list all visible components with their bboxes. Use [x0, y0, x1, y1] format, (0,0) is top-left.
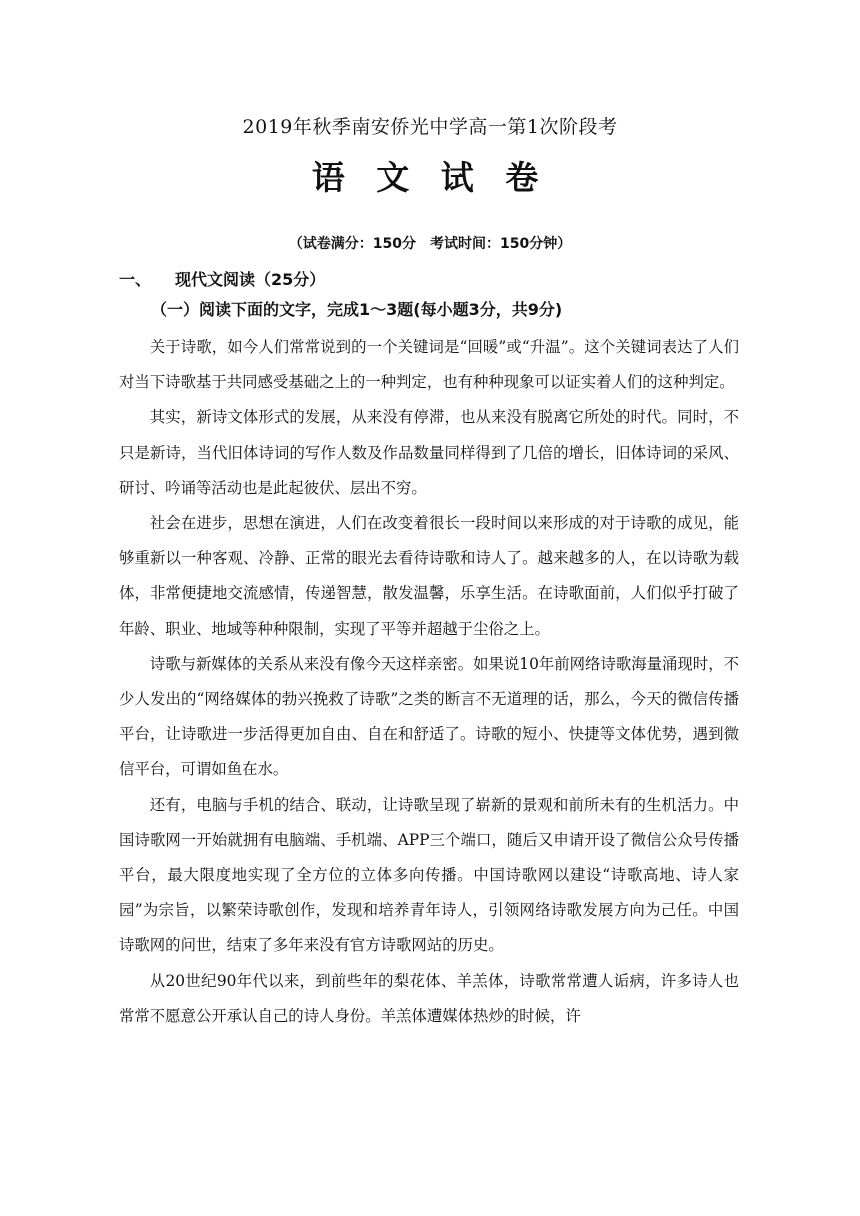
passage-paragraph-3: 社会在进步，思想在演进，人们在改变着很长一段时间以来形成的对于诗歌的成见，能够重新以一种客观、冷静、正常的眼光去看待诗歌和诗人了。越来越多的人，在以诗歌为载体，非常便捷地交流感情，传递智慧，散发温馨，乐享生活。在诗歌面前，人们似乎打破了年龄、职业、地域等种种限制，实现了平等并超越于尘俗之上。	[119, 514, 739, 638]
subject-title: 语 文 试 卷	[311, 158, 549, 197]
exam-info: （试卷满分：150分 考试时间：150分钟）	[288, 236, 572, 252]
subsection-heading: （一）阅读下面的文字，完成1～3题(每小题3分，共9分)	[151, 300, 563, 319]
exam-title: 2019年秋季南安侨光中学高一第1次阶段考	[242, 116, 618, 138]
section-number: 一、	[119, 270, 152, 289]
passage-paragraph-1: 关于诗歌，如今人们常常说到的一个关键词是“回暖”或“升温”。这个关键词表达了人们对当下诗歌基于共同感受基础之上的一种判定，也有种种现象可以证实着人们的这种判定。	[119, 338, 739, 392]
passage-paragraph-2: 其实，新诗文体形式的发展，从来没有停滞，也从来没有脱离它所处的时代。同时，不只是新诗，当代旧体诗词的写作人数及作品数量同样得到了几倍的增长，旧体诗词的采风、研讨、吟诵等活动也是此起彼伏、层出不穷。	[119, 408, 739, 497]
passage-paragraph-5: 还有，电脑与手机的结合、联动，让诗歌呈现了崭新的景观和前所未有的生机活力。中国诗歌网一开始就拥有电脑端、手机端、APP三个端口，随后又申请开设了微信公众号传播平台，最大限度地实现了全方位的立体多向传播。中国诗歌网以建设“诗歌高地、诗人家园”为宗旨，以繁荣诗歌创作，发现和培养青年诗人，引领网络诗歌发展方向为己任。中国诗歌网的问世，结束了多年来没有官方诗歌网站的历史。	[119, 795, 739, 955]
passage-paragraph-4: 诗歌与新媒体的关系从来没有像今天这样亲密。如果说10年前网络诗歌海量涌现时，不少人发出的“网络媒体的勃兴挽救了诗歌”之类的断言不无道理的话，那么，今天的微信传播平台，让诗歌进一步活得更加自由、自在和舒适了。诗歌的短小、快捷等文体优势，遇到微信平台，可谓如鱼在水。	[119, 654, 739, 779]
passage-paragraph-6: 从20世纪90年代以来，到前些年的梨花体、羊羔体，诗歌常常遭人诟病，许多诗人也常常不愿意公开承认自己的诗人身份。羊羔体遭媒体热炒的时候，许	[119, 971, 739, 1025]
reading-passage	[119, 330, 739, 1034]
section-heading	[119, 267, 325, 290]
section-title: 现代文阅读（25分）	[175, 270, 326, 289]
